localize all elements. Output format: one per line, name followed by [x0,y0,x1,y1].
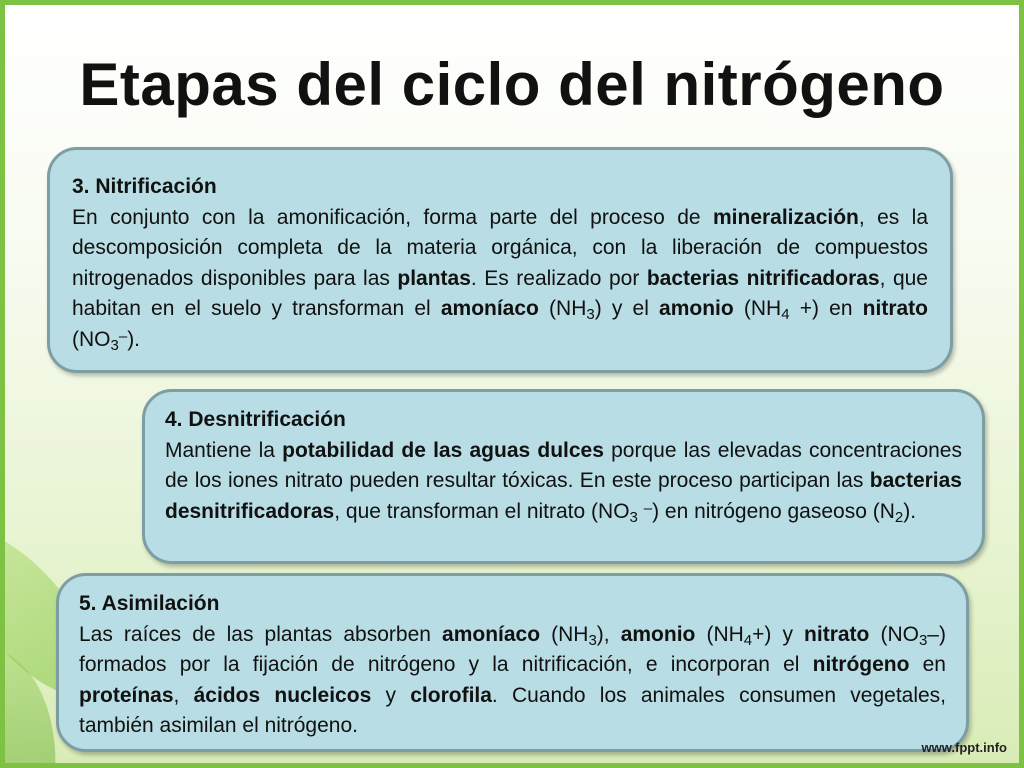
section-nitrificacion [47,147,953,373]
section-heading: 4. Desnitrificación [165,408,346,431]
footer-url: www.fppt.info [921,740,1007,755]
section-asimilacion [56,573,969,752]
section-heading: 5. Asimilación [79,592,220,615]
slide-title: Etapas del ciclo del nitrógeno [79,51,945,118]
section-body: Las raíces de las plantas absorben amoníaco $(NH_3)$, amonio $(NH_4+)$ y nitrato $(NO_3-)$ formados por la fijación de nitrógeno y la nitrificación, e incorporan el nitrógeno en proteínas, ácidos nucleicos y clorofila. Cuando los animales consumen vegetales, también asimilan el nitrógeno. [79,622,947,737]
section-body: En conjunto con la amonificación, forma parte del proceso de mineralización, es la descomposición completa de la materia orgánica, con la liberación de compuestos nitrogenados disponibles para las plantas. Es realizado por bacterias nitrificadoras, que habitan en el suelo y transforman el amoníaco $(NH_3)$ y el amonio ($NH_4$ +) en nitrato $(NO_3^-)$. [72,205,928,354]
section-body: Mantiene la potabilidad de las aguas dulces porque las elevadas concentraciones de los iones nitrato pueden resultar tóxicas. En este proceso participan las bacterias desnitrificadoras, que transforman el nitrato ($NO_3$ –) en nitrógeno gaseoso $(N_2)$. [165,438,962,526]
section-desnitrificacion [142,389,985,564]
section-heading: 3. Nitrificación [72,175,217,198]
